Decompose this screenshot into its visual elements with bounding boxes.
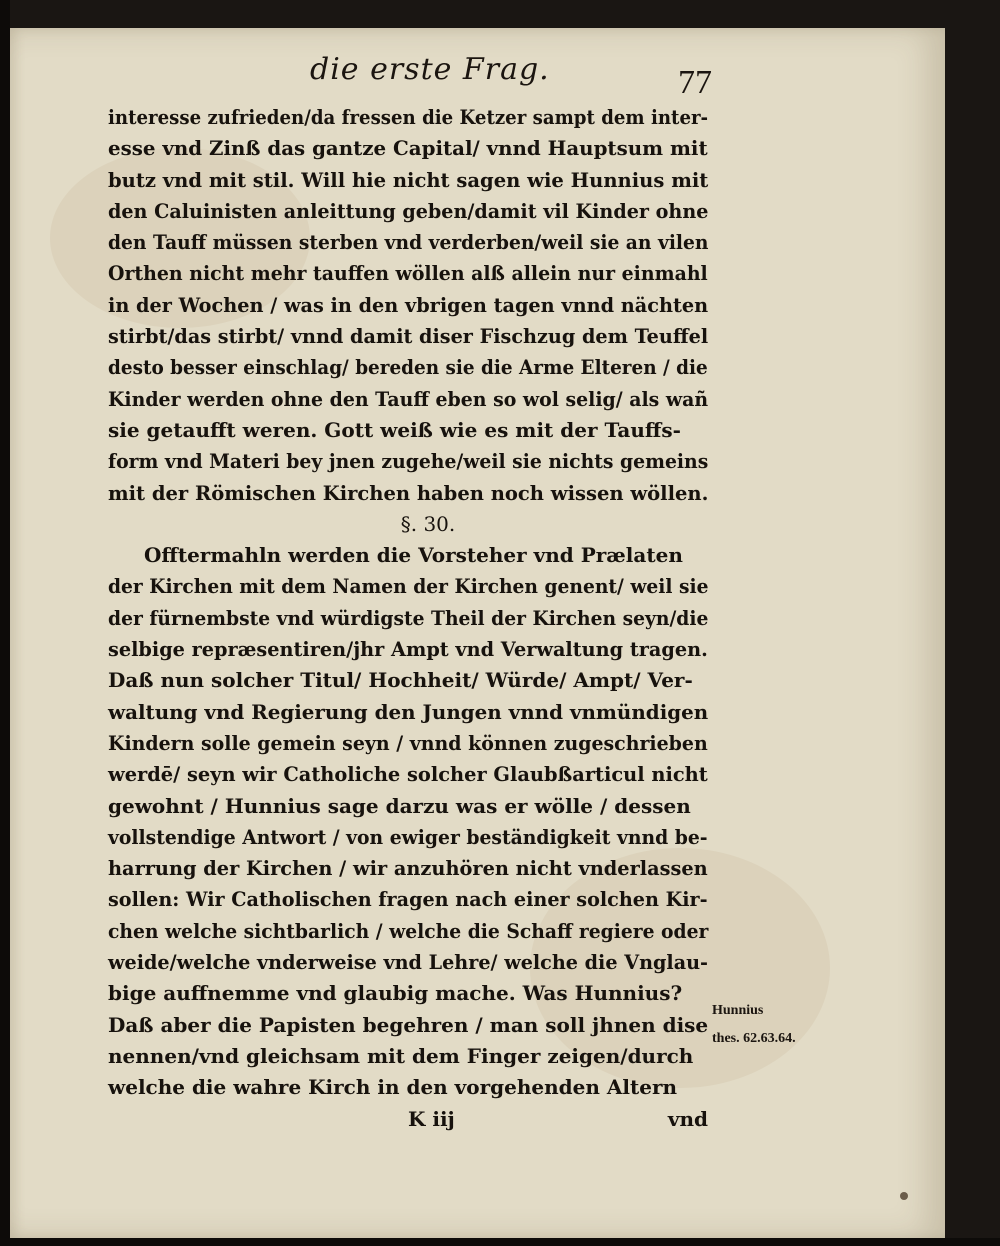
text-line: Kindern solle gemein seyn / vnnd können zugeschrieben [108, 730, 708, 755]
paper-speck [900, 1192, 908, 1200]
text-line: sie getaufft weren. Gott weiß wie es mit der Tauffs- [108, 417, 681, 442]
text-line: butz vnd mit stil. Will hie nicht sagen wie Hunnius mit [108, 167, 709, 192]
text-line: nennen/vnd gleichsam mit dem Finger zeigen/durch [108, 1043, 694, 1068]
text-line: Daß aber die Papisten begehren / man soll jhnen dise [108, 1012, 709, 1037]
body-text [108, 102, 708, 1135]
text-line: waltung vnd Regierung den Jungen vnnd vnmündigen [108, 699, 709, 724]
text-line: interesse zufrieden/da fressen die Ketzer sampt dem inter- [108, 105, 709, 129]
text-line: Orthen nicht mehr tauffen wöllen alß allein nur einmahl [108, 261, 708, 286]
text-line: werdē/ seyn wir Catholiche solcher Glaubßarticul nicht [108, 762, 708, 787]
catchword: vnd [667, 1106, 708, 1131]
text-line: mit der Römischen Kirchen haben noch wissen wöllen. [108, 480, 709, 505]
text-line: weide/welche vnderweise vnd Lehre/ welche die Vnglau- [108, 950, 709, 975]
running-head: die erste Frag. [310, 52, 550, 87]
text-line: Kinder werden ohne den Tauff eben so wol selig/ als wañ [108, 386, 709, 411]
text-line: form vnd Materi bey jnen zugehe/weil sie nichts gemeins [108, 449, 709, 474]
page-number: 77 [678, 64, 712, 101]
text-line: den Tauff müssen sterben vnd verderben/weil sie an vilen [108, 230, 709, 255]
text-line: vollstendige Antwort / von ewiger beständigkeit vnnd be- [108, 824, 708, 849]
text-line: gewohnt / Hunnius sage darzu was er wölle / dessen [108, 793, 691, 818]
margin-note-name: Hunnius [712, 1003, 764, 1018]
text-line: sollen: Wir Catholischen fragen nach einer solchen Kir- [108, 887, 708, 912]
footer-line [108, 1104, 708, 1135]
text-line: in der Wochen / was in den vbrigen tagen vnnd nächten [108, 292, 709, 317]
scan-border-left [0, 0, 10, 1246]
margin-note [712, 997, 832, 1053]
text-line: esse vnd Zinß das gantze Capital/ vnnd Hauptsum mit [108, 136, 708, 161]
signature-mark: K iij [408, 1106, 455, 1131]
text-line: der Kirchen mit dem Namen der Kirchen genent/ weil sie [108, 574, 709, 599]
text-line: desto besser einschlag/ bereden sie die Arme Elteren / die [108, 355, 708, 380]
text-line: selbige repræsentiren/jhr Ampt vnd Verwaltung tragen. [108, 637, 708, 662]
text-line: bige auffnemme vnd glaubig mache. Was Hunnius? [108, 981, 683, 1006]
text-line: der fürnembste vnd würdigste Theil der Kirchen seyn/die [108, 605, 709, 630]
text-line: harrung der Kirchen / wir anzuhören nicht vnderlassen [108, 856, 708, 881]
scan-border-bottom [0, 1238, 1000, 1246]
text-line: chen welche sichtbarlich / welche die Schaff regiere oder [108, 918, 709, 943]
margin-note-reference: thes. 62.63.64. [712, 1031, 796, 1046]
text-line: Daß nun solcher Titul/ Hochheit/ Würde/ Ampt/ Ver- [108, 668, 693, 693]
text-line: Offtermahln werden die Vorsteher vnd Prælaten [144, 543, 683, 568]
text-line: stirbt/das stirbt/ vnnd damit diser Fischzug dem Teuffel [108, 324, 709, 349]
text-line: den Caluinisten anleittung geben/damit vil Kinder ohne [108, 198, 709, 223]
text-line: welche die wahre Kirch in den vorgehenden Altern [108, 1075, 678, 1100]
section-heading: §. 30. [400, 511, 456, 536]
